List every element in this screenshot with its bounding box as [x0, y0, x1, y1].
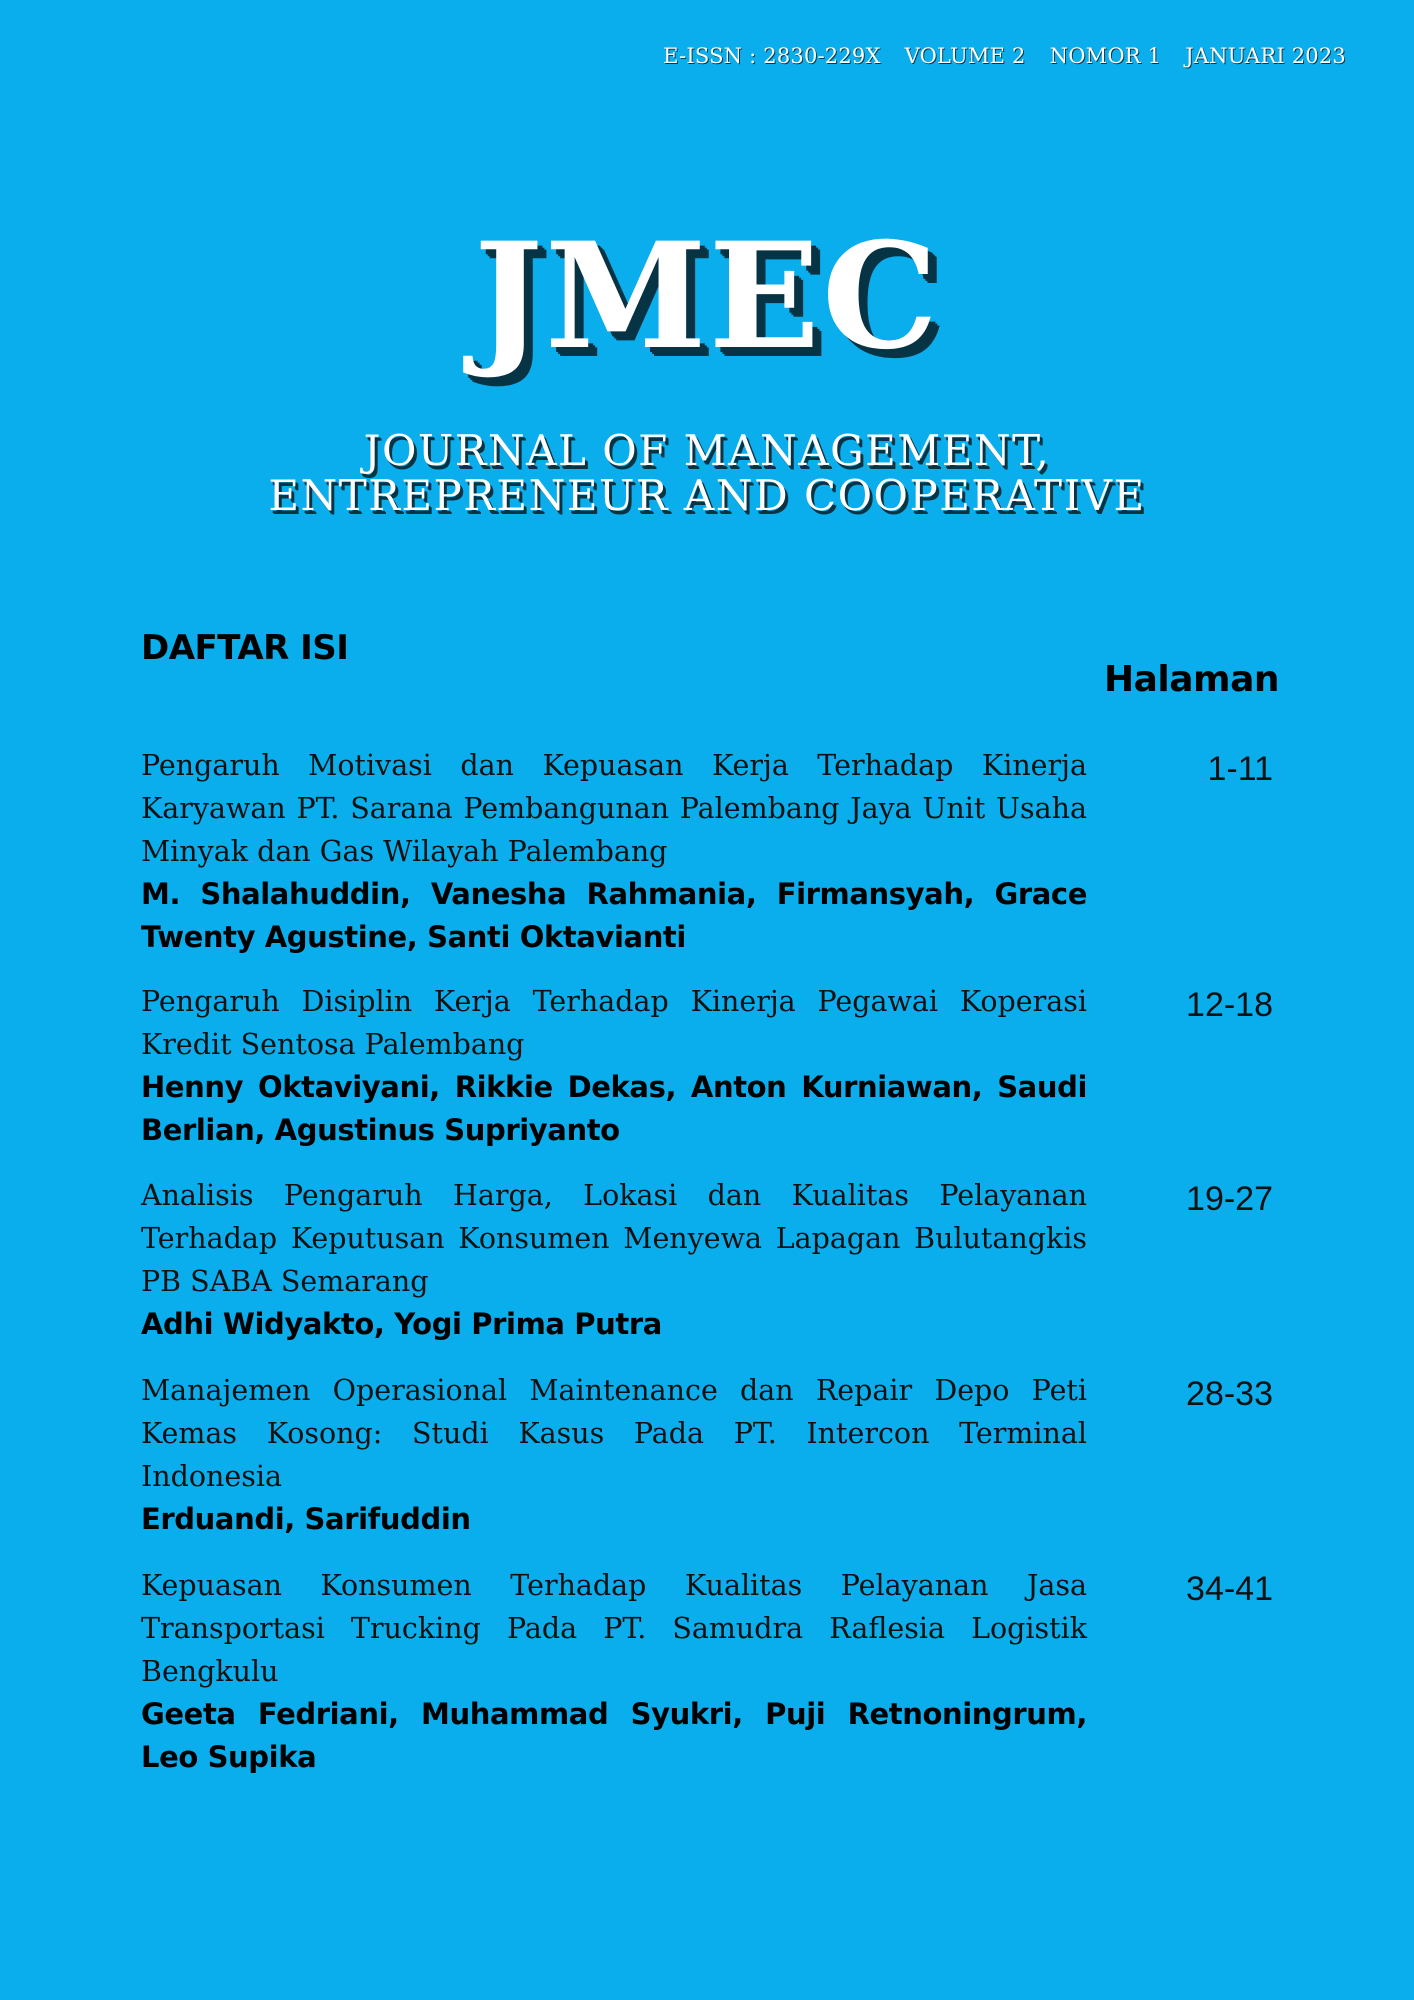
toc-entry-text [141, 980, 1087, 1152]
article-pages: 34-41 [1186, 1570, 1273, 1608]
toc-entry[interactable] [141, 1174, 1273, 1346]
article-authors: Geeta Fedriani, Muhammad Syukri, Puji Retnoningrum, Leo Supika [141, 1697, 1087, 1774]
issue-date-label: JANUARI 2023 [1185, 44, 1346, 68]
article-authors: Adhi Widyakto, Yogi Prima Putra [141, 1307, 662, 1341]
article-pages: 12-18 [1186, 986, 1273, 1024]
toc-entry[interactable] [141, 980, 1273, 1152]
journal-logo: JMEC [473, 211, 941, 382]
article-authors: Erduandi, Sarifuddin [141, 1502, 471, 1536]
toc-entry-text [141, 1174, 1087, 1346]
article-title[interactable]: Pengaruh Disiplin Kerja Terhadap Kinerja Pegawai Koperasi Kredit Sentosa Palembang [141, 985, 1087, 1061]
article-pages: 1-11 [1207, 750, 1273, 788]
toc-entry[interactable] [141, 744, 1273, 959]
article-authors: Henny Oktaviyani, Rikkie Dekas, Anton Kurniawan, Saudi Berlian, Agustinus Supriyanto [141, 1070, 1087, 1147]
journal-name-line-2: ENTREPRENEUR AND COOPERATIVE [268, 471, 1146, 520]
toc-entry-text [141, 1369, 1087, 1541]
issue-info-bar [663, 44, 1346, 68]
article-title[interactable]: Kepuasan Konsumen Terhadap Kualitas Pelayanan Jasa Transportasi Trucking Pada PT. Samudra Raflesia Logistik Bengkulu [141, 1569, 1087, 1688]
table-of-contents-list [141, 744, 1273, 1779]
toc-entry-text [141, 1564, 1087, 1779]
article-authors: M. Shalahuddin, Vanesha Rahmania, Firmansyah, Grace Twenty Agustine, Santi Oktavianti [141, 877, 1087, 954]
toc-entry-text [141, 744, 1087, 959]
article-title[interactable]: Pengaruh Motivasi dan Kepuasan Kerja Terhadap Kinerja Karyawan PT. Sarana Pembangunan Palembang Jaya Unit Usaha Minyak dan Gas Wilayah Palembang [141, 749, 1087, 868]
article-pages: 28-33 [1186, 1375, 1273, 1413]
article-title[interactable]: Manajemen Operasional Maintenance dan Repair Depo Peti Kemas Kosong: Studi Kasus Pada PT. Intercon Terminal Indonesia [141, 1374, 1087, 1493]
journal-full-name [0, 428, 1414, 518]
page-column-header: Halaman [1104, 659, 1279, 700]
article-title[interactable]: Analisis Pengaruh Harga, Lokasi dan Kualitas Pelayanan Terhadap Keputusan Konsumen Menyewa Lapagan Bulutangkis PB SABA Semarang [141, 1179, 1087, 1298]
number-label: NOMOR 1 [1049, 44, 1162, 68]
article-pages: 19-27 [1186, 1180, 1273, 1218]
toc-entry[interactable] [141, 1564, 1273, 1779]
journal-name-line-1: JOURNAL OF MANAGEMENT, [363, 426, 1051, 475]
table-of-contents-title: DAFTAR ISI [141, 628, 349, 668]
toc-entry[interactable] [141, 1369, 1273, 1541]
volume-label: VOLUME 2 [904, 44, 1026, 68]
issn-label: E-ISSN : 2830-229X [663, 44, 881, 68]
